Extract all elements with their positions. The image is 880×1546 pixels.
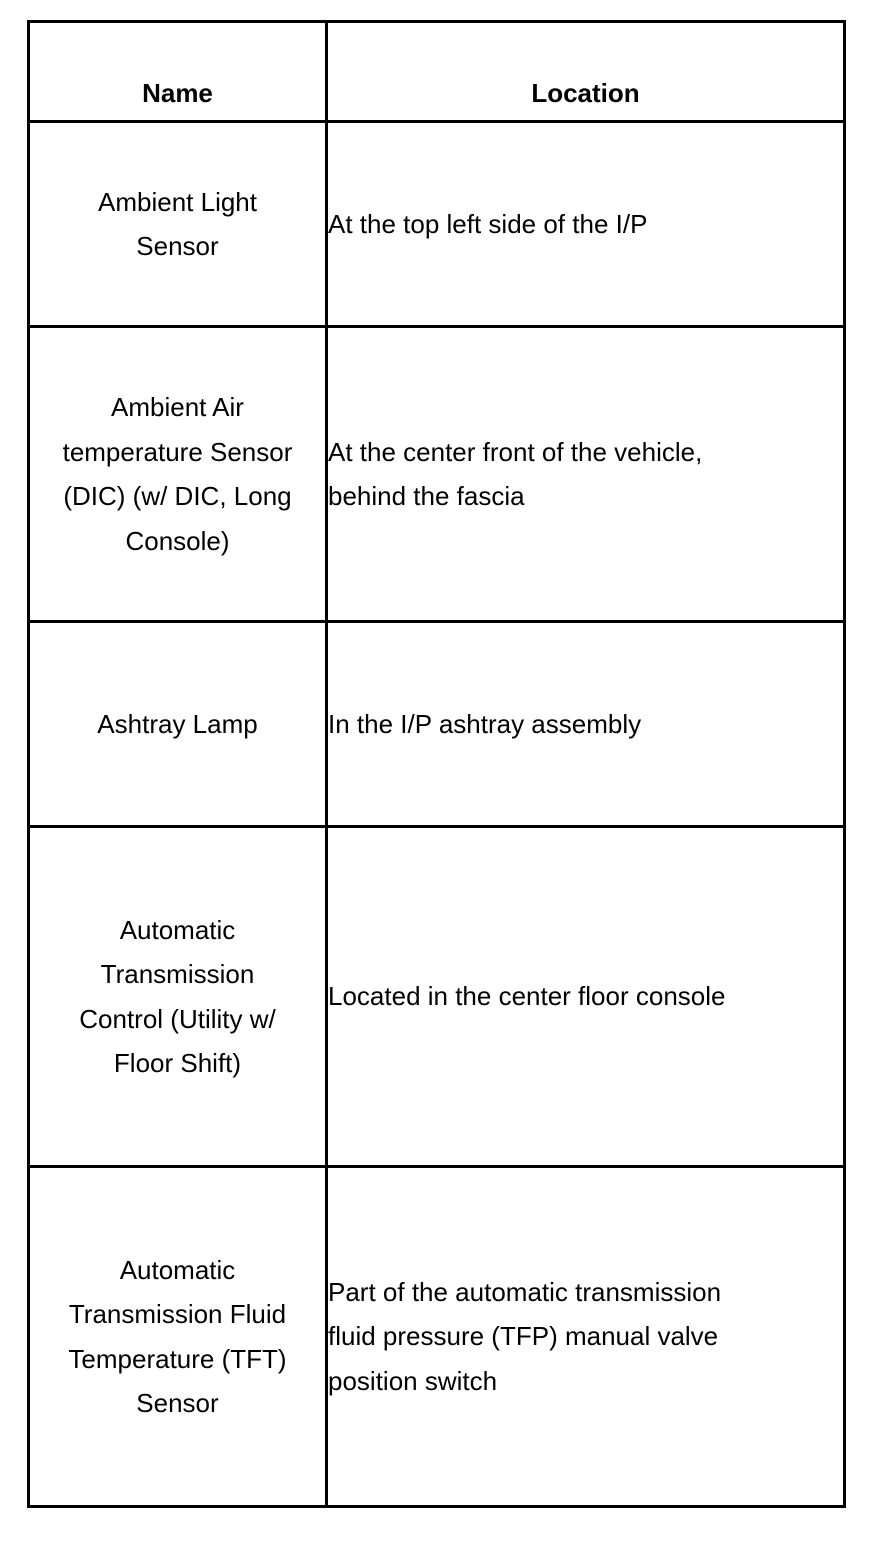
name-line: temperature Sensor — [62, 436, 293, 467]
name-line: Temperature (TFT) — [68, 1343, 287, 1374]
location-cell — [327, 827, 845, 1167]
name-line: Sensor — [136, 1388, 219, 1418]
name-cell — [29, 1167, 327, 1507]
location-line: In the I/P ashtray assembly — [328, 708, 642, 739]
table-row — [29, 1167, 845, 1507]
name-line: Control (Utility w/ — [79, 1003, 276, 1034]
location-cell — [327, 1167, 845, 1507]
name-line: Transmission — [100, 959, 255, 989]
name-cell — [29, 827, 327, 1167]
table-row — [29, 327, 845, 622]
table-row — [29, 622, 845, 827]
component-location-table — [27, 20, 846, 1508]
location-line: At the top left side of the I/P — [328, 208, 648, 239]
location-line: Part of the automatic transmission — [328, 1276, 722, 1307]
name-cell — [29, 622, 327, 827]
name-line: Automatic — [119, 914, 236, 945]
location-cell — [327, 622, 845, 827]
name-line: Automatic — [119, 1254, 236, 1285]
name-line: Ashtray Lamp — [97, 708, 258, 739]
table-row — [29, 122, 845, 327]
table-row — [29, 827, 845, 1167]
location-cell — [327, 122, 845, 327]
name-cell — [29, 327, 327, 622]
location-line: position switch — [328, 1365, 498, 1396]
location-line: Located in the center floor console — [328, 981, 726, 1012]
location-cell — [327, 327, 845, 622]
header-location: Location — [327, 22, 845, 122]
header-row — [29, 22, 845, 122]
name-line: Sensor — [136, 231, 219, 261]
location-line: fluid pressure (TFP) manual valve — [328, 1321, 719, 1352]
location-line: At the center front of the vehicle, — [328, 436, 703, 467]
name-line: (DIC) (w/ DIC, Long — [63, 481, 292, 511]
name-line: Console) — [125, 525, 230, 556]
location-line: behind the fascia — [328, 481, 525, 511]
name-line: Ambient Light — [98, 186, 257, 217]
name-cell — [29, 122, 327, 327]
name-line: Transmission Fluid — [68, 1299, 287, 1329]
name-line: Floor Shift) — [113, 1048, 242, 1078]
header-name: Name — [29, 22, 327, 122]
name-line: Ambient Air — [111, 392, 244, 422]
